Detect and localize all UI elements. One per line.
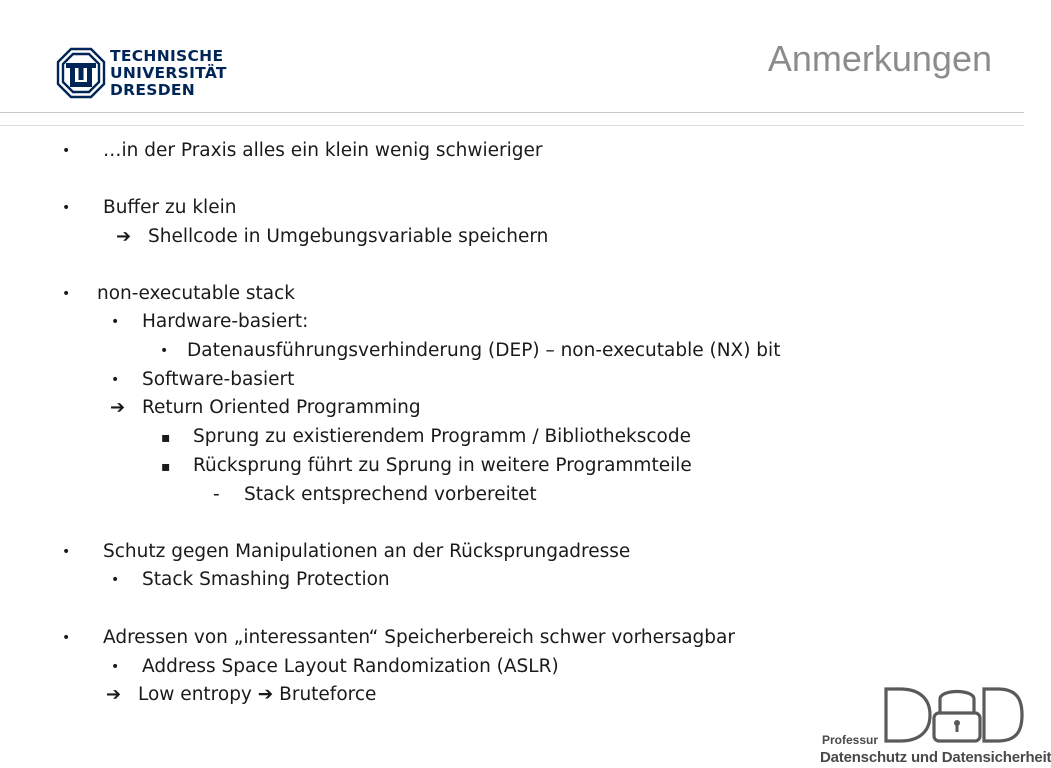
bullet-marker: • xyxy=(62,544,71,560)
bullet-line-16 xyxy=(106,684,377,706)
bullet-text: Stack entsprechend vorbereitet xyxy=(244,484,537,505)
bullet-line-7 xyxy=(111,369,295,391)
dud-logo xyxy=(818,683,1051,768)
arrow-icon: ➔ xyxy=(106,684,122,705)
bullet-marker: • xyxy=(62,630,71,646)
bullet-text: Stack Smashing Protection xyxy=(142,569,390,590)
square-bullet-icon: ▪ xyxy=(161,459,171,475)
logo-line-1: TECHNISCHE xyxy=(110,47,224,65)
tu-dresden-wordmark xyxy=(110,48,227,99)
bullet-text: …in der Praxis alles ein klein wenig schwieriger xyxy=(103,140,543,161)
bullet-line-12 xyxy=(62,541,631,563)
bullet-text: Return Oriented Programming xyxy=(142,397,421,418)
arrow-icon: ➔ xyxy=(116,226,132,247)
bullet-text: Hardware-basiert: xyxy=(142,311,309,332)
bullet-text: Sprung zu existierendem Programm / Bibliothekscode xyxy=(193,426,691,447)
bullet-marker: • xyxy=(62,286,71,302)
bullet-text: Address Space Layout Randomization (ASLR) xyxy=(142,656,559,677)
bullet-line-15 xyxy=(111,656,559,678)
bullet-marker: • xyxy=(111,372,120,388)
bullet-line-4 xyxy=(62,283,296,305)
bullet-marker: • xyxy=(62,200,71,216)
header-divider-top xyxy=(0,112,1024,113)
bullet-line-9 xyxy=(161,426,691,448)
bullet-line-11 xyxy=(213,484,537,506)
bullet-marker: • xyxy=(62,143,71,159)
bullet-marker: • xyxy=(160,343,169,359)
bullet-line-8 xyxy=(110,397,421,419)
logo-line-3: DRESDEN xyxy=(110,81,196,99)
arrow-icon: ➔ xyxy=(110,397,126,418)
bullet-marker: • xyxy=(111,314,120,330)
bullet-text: non-executable stack xyxy=(97,283,296,304)
bullet-line-3 xyxy=(116,226,549,248)
bullet-line-2 xyxy=(62,197,237,219)
bullet-text: Schutz gegen Manipulationen an der Rücksprungadresse xyxy=(103,541,631,562)
bullet-line-13 xyxy=(111,569,390,591)
dud-professur-label: Professur xyxy=(822,733,879,747)
slide-title: Anmerkungen xyxy=(767,38,992,79)
dash-marker: - xyxy=(213,484,220,505)
bullet-marker: • xyxy=(111,659,120,675)
bullet-line-10 xyxy=(161,455,692,477)
dud-chair-name: Datenschutz und Datensicherheit xyxy=(820,749,1051,766)
bullet-text: Software-basiert xyxy=(142,369,295,390)
bullet-text: Low entropy ➔ Bruteforce xyxy=(138,684,377,705)
bullet-text: Rücksprung führt zu Sprung in weitere Programmteile xyxy=(193,455,692,476)
square-bullet-icon: ▪ xyxy=(161,430,171,446)
bullet-text: Datenausführungsverhinderung (DEP) – non-executable (NX) bit xyxy=(187,340,781,361)
tu-dresden-emblem-icon xyxy=(56,46,106,100)
bullet-text: Adressen von „interessanten“ Speicherbereich schwer vorhersagbar xyxy=(103,627,735,648)
bullet-line-5 xyxy=(111,311,309,333)
bullet-line-1 xyxy=(62,140,543,162)
bullet-text: Buffer zu klein xyxy=(103,197,237,218)
bullet-line-14 xyxy=(62,627,735,649)
header-divider-bottom xyxy=(0,125,1024,126)
bullet-text: Shellcode in Umgebungsvariable speichern xyxy=(148,226,549,247)
logo-line-2: UNIVERSITÄT xyxy=(110,64,227,82)
bullet-line-6 xyxy=(160,340,781,362)
tu-dresden-logo xyxy=(56,46,226,100)
bullet-marker: • xyxy=(111,572,120,588)
